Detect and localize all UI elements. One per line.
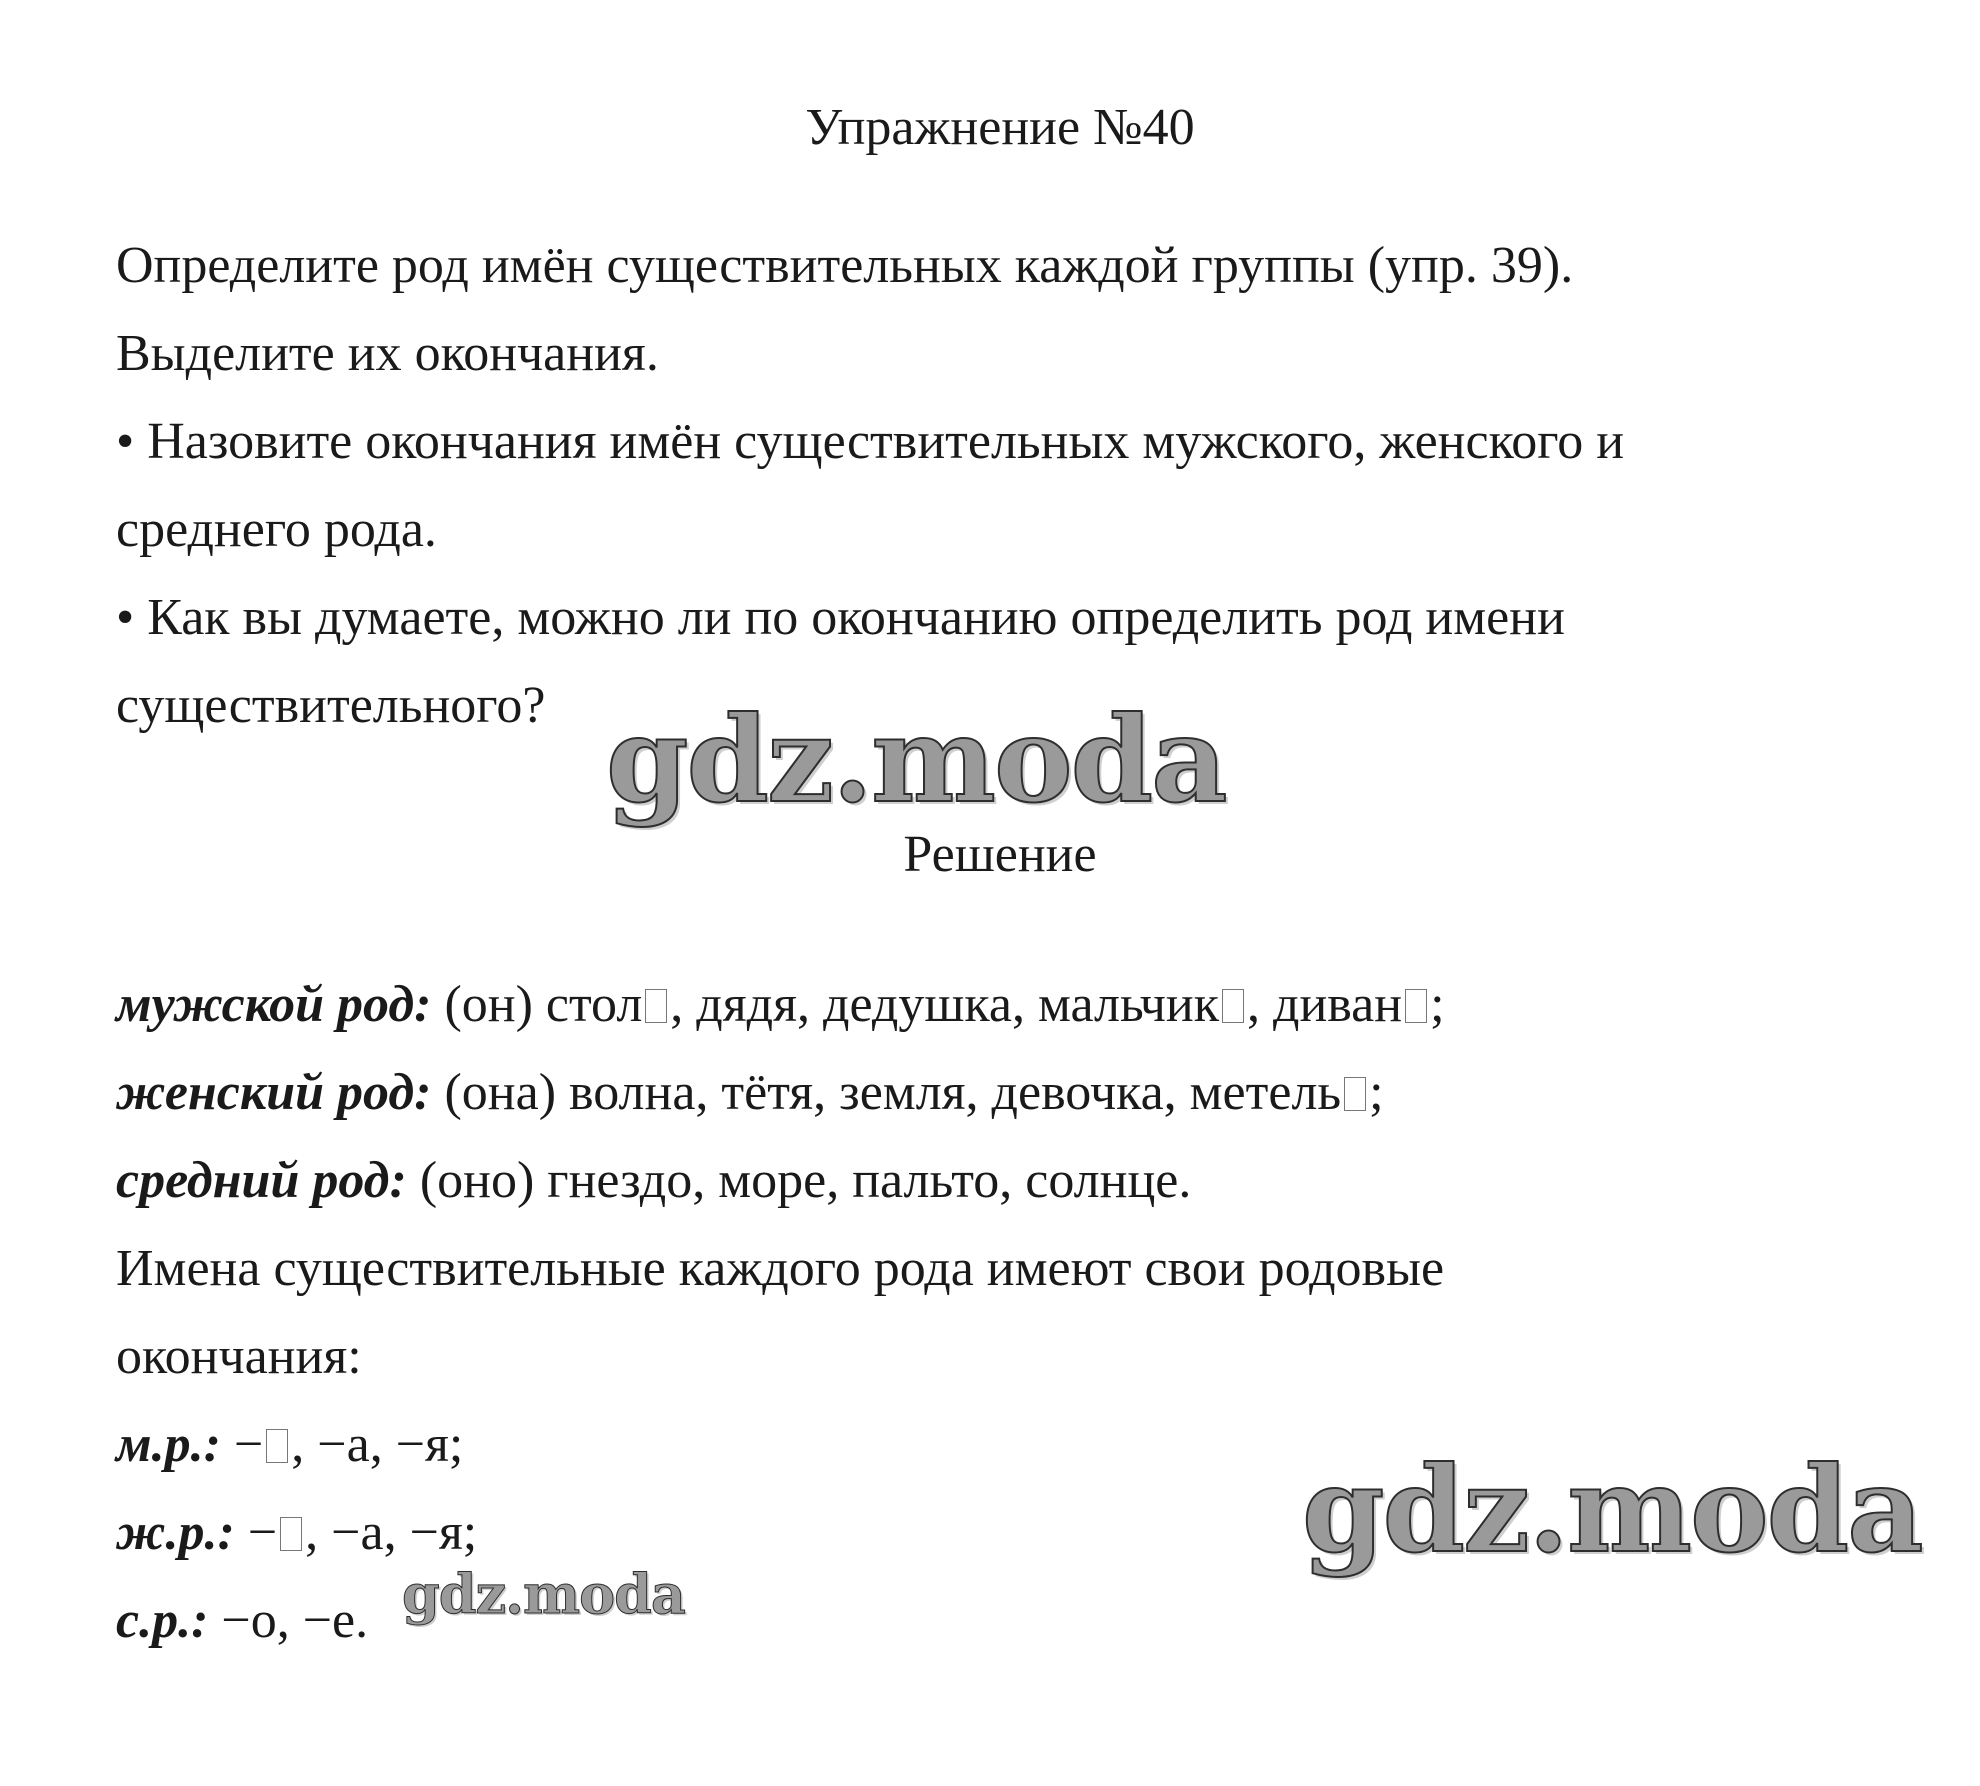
zero-ending-box <box>266 1429 288 1463</box>
masculine-row <box>116 975 1445 1035</box>
sr-label: с.р.: <box>116 1592 209 1649</box>
masculine-word-1: стол <box>545 976 643 1033</box>
zero-ending-box <box>645 989 667 1023</box>
masculine-pronoun: (он) <box>444 976 533 1033</box>
masculine-words-3: , диван <box>1247 976 1403 1033</box>
feminine-pronoun: (она) <box>444 1064 557 1121</box>
zhr-row <box>116 1503 477 1563</box>
masculine-words-2: , дядя, дедушка, мальчик <box>670 976 1219 1033</box>
mr-row <box>116 1415 463 1475</box>
zero-ending-box <box>1344 1077 1366 1111</box>
mr-dash: − <box>233 1416 264 1473</box>
neuter-label: средний род: <box>116 1152 407 1209</box>
conclusion-line-1: Имена существительные каждого рода имеют свои родовые <box>116 1240 1445 1297</box>
feminine-words: волна, тётя, земля, девочка, метель <box>569 1064 1342 1121</box>
conclusion-line-2: окончания: <box>116 1328 362 1385</box>
watermark-logo: gdz.moda <box>402 1562 685 1626</box>
task-line-6: существительного? <box>116 677 546 734</box>
masculine-end: ; <box>1430 976 1445 1033</box>
sr-row <box>116 1591 368 1651</box>
task-line-3: • Назовите окончания имён существительных мужского, женского и <box>116 413 1625 470</box>
zhr-endings: , −а, −я; <box>305 1504 478 1561</box>
exercise-title: Упражнение №40 <box>805 99 1195 156</box>
zhr-dash: − <box>247 1504 278 1561</box>
zero-ending-box <box>1405 989 1427 1023</box>
zero-ending-box <box>1222 989 1244 1023</box>
feminine-end: ; <box>1369 1064 1384 1121</box>
solution-heading: Решение <box>903 826 1097 883</box>
feminine-label: женский род: <box>116 1064 432 1121</box>
neuter-words: (оно) гнездо, море, пальто, солнце. <box>419 1152 1192 1209</box>
masculine-label: мужской род: <box>116 976 432 1033</box>
feminine-row <box>116 1063 1384 1123</box>
zhr-label: ж.р.: <box>116 1504 235 1561</box>
task-line-5: • Как вы думаете, можно ли по окончанию определить род имени <box>116 589 1565 646</box>
mr-endings: , −а, −я; <box>291 1416 464 1473</box>
watermark-logo: gdz.moda <box>606 690 1226 829</box>
watermark-logo: gdz.moda <box>1302 1440 1922 1579</box>
neuter-row <box>116 1151 1191 1211</box>
task-line-4: среднего рода. <box>116 501 437 558</box>
mr-label: м.р.: <box>116 1416 221 1473</box>
task-line-1: Определите род имён существительных каждой группы (упр. 39). <box>116 237 1574 294</box>
task-line-2: Выделите их окончания. <box>116 325 659 382</box>
sr-endings: −о, −е. <box>221 1592 369 1649</box>
zero-ending-box <box>280 1517 302 1551</box>
